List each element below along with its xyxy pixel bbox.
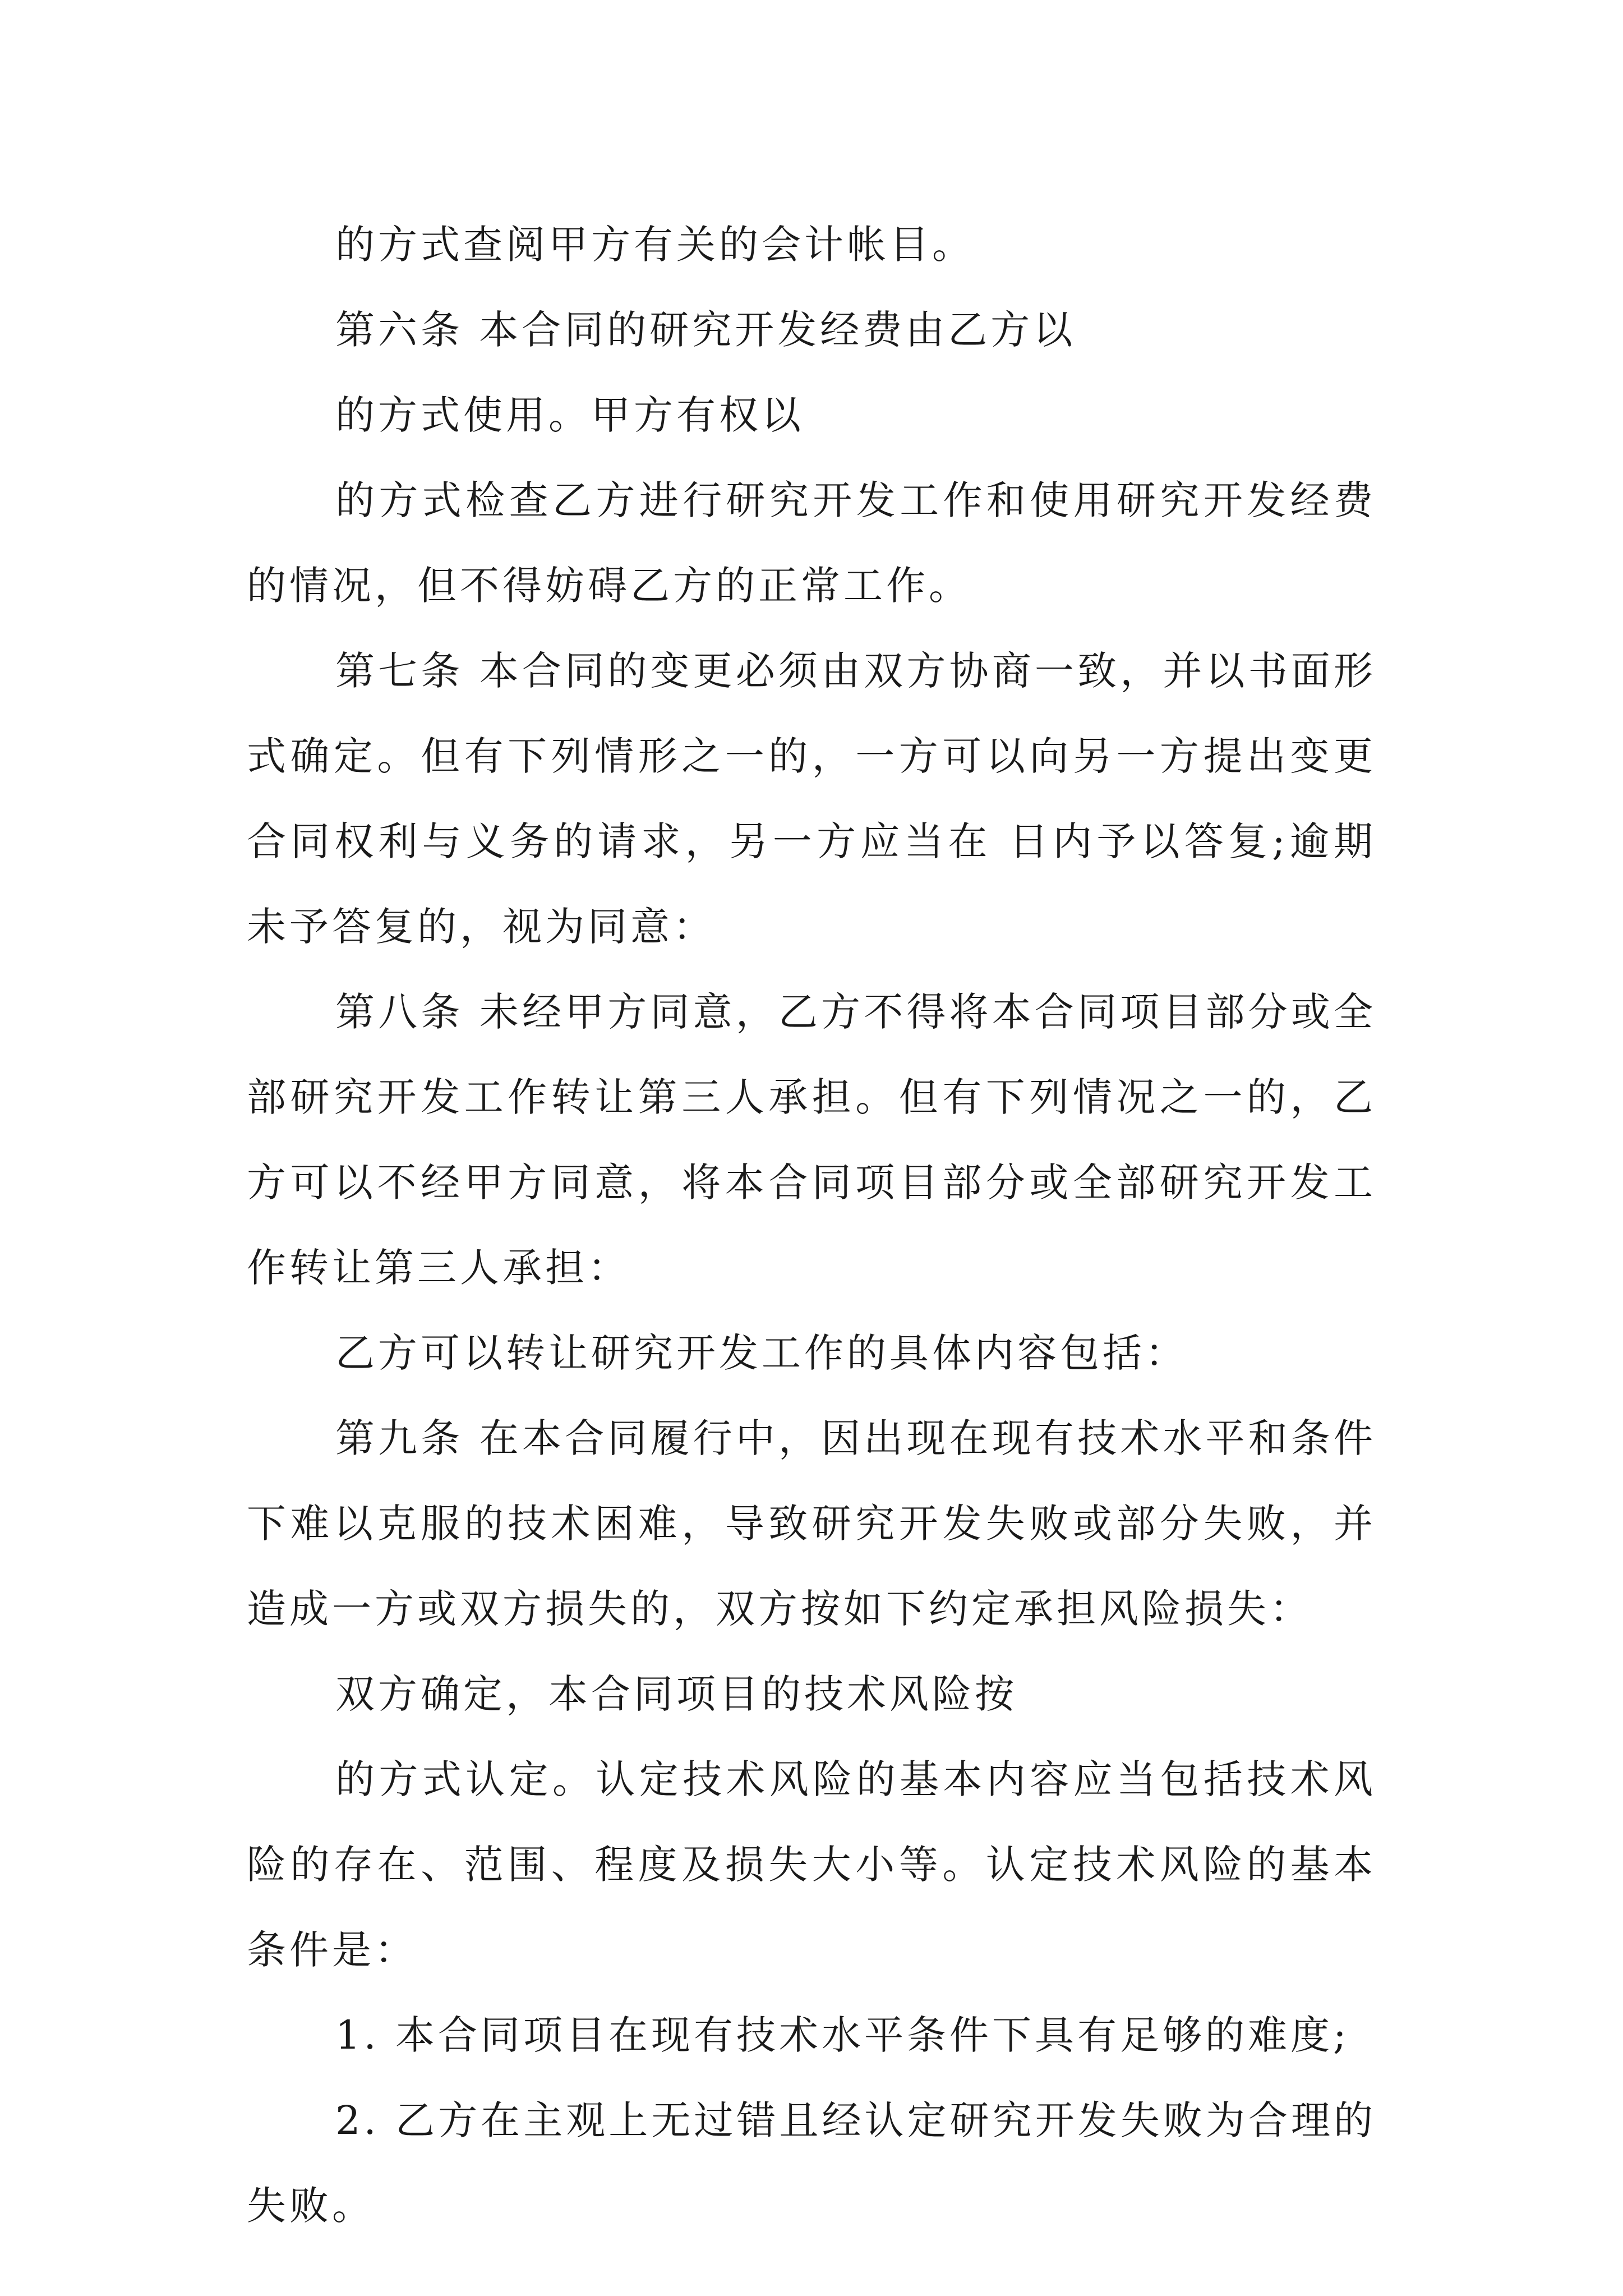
- paragraph: 的方式使用。甲方有权以: [335, 392, 804, 438]
- paragraph: 1. 本合同项目在现有技术水平条件下具有足够的难度;: [335, 2012, 1350, 2058]
- paragraph: 2. 乙方在主观上无过错且经认定研究开发失败为合理的失败。: [247, 2097, 1376, 2229]
- paragraph: 第七条 本合同的变更必须由双方协商一致，并以书面形式确定。但有下列情形之一的，一方可以向另一方提出变更合同权利与义务的请求，另一方应当在 日内予以答复;逾期未予答复的，视为同意：: [247, 648, 1376, 950]
- paragraph: 第六条 本合同的研究开发经费由乙方以: [335, 307, 1076, 353]
- paragraph: 第九条 在本合同履行中，因出现在现有技术水平和条件下难以克服的技术困难，导致研究开发失败或部分失败，并造成一方或双方损失的，双方按如下约定承担风险损失：: [247, 1415, 1376, 1632]
- paragraph: 乙方可以转让研究开发工作的具体内容包括：: [335, 1330, 1188, 1376]
- paragraph: 的方式检查乙方进行研究开发工作和使用研究开发经费的情况，但不得妨碍乙方的正常工作。: [247, 477, 1376, 609]
- document-body: [247, 202, 1376, 2248]
- paragraph: 的方式查阅甲方有关的会计帐目。: [335, 222, 975, 268]
- paragraph: 双方确定，本合同项目的技术风险按: [335, 1671, 1017, 1717]
- paragraph: 第八条 未经甲方同意，乙方不得将本合同项目部分或全部研究开发工作转让第三人承担。但有下列情况之一的，乙方可以不经甲方同意，将本合同项目部分或全部研究开发工作转让第三人承担：: [247, 989, 1376, 1291]
- paragraph: 的方式认定。认定技术风险的基本内容应当包括技术风险的存在、范围、程度及损失大小等。认定技术风险的基本条件是：: [247, 1756, 1376, 1973]
